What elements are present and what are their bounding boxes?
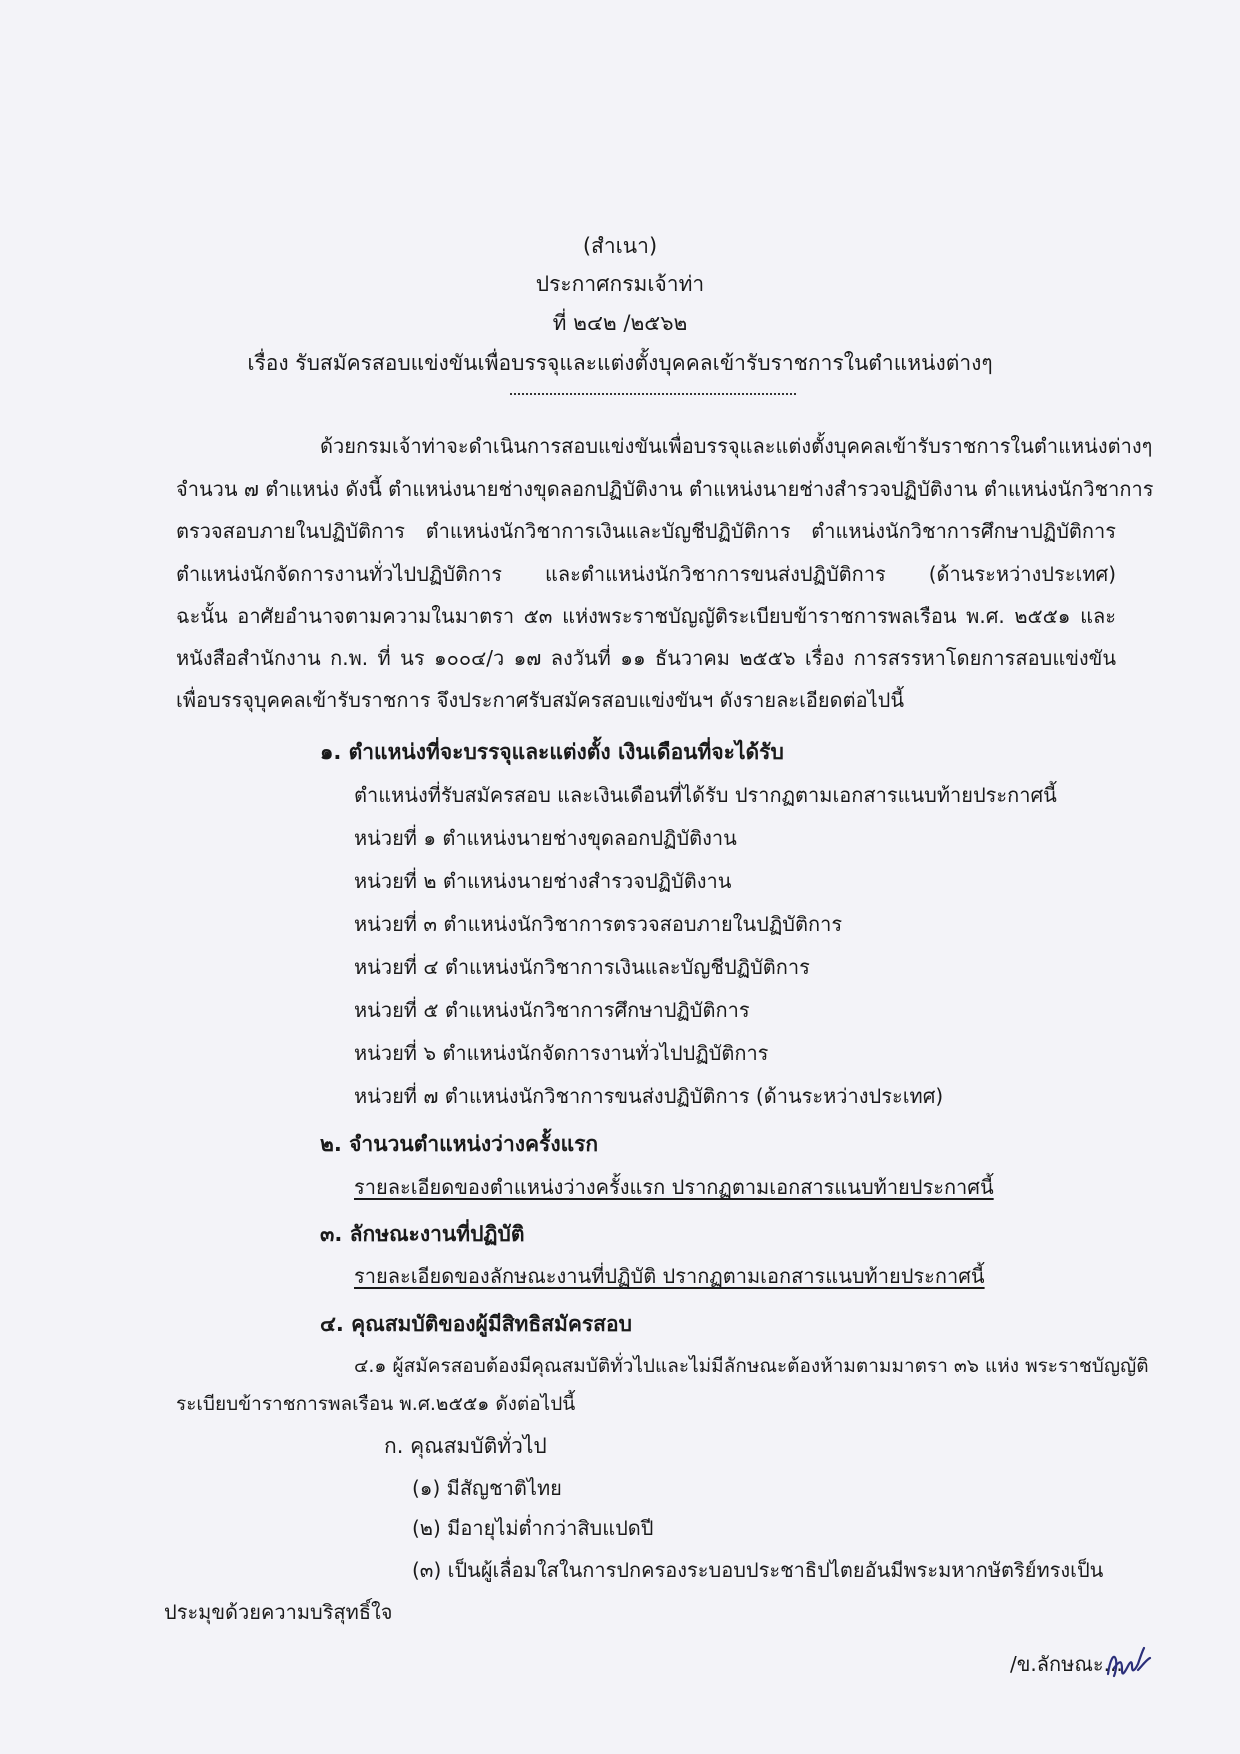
- qualification-item-1: (๑) มีสัญชาติไทย: [412, 1476, 562, 1500]
- announcement-number: ที่ ๒๔๒ /๒๕๖๒: [552, 311, 688, 335]
- intro-line-6: หนังสือสำนักงาน ก.พ. ที่ นร ๑๐๐๔/ว ๑๗ ลงวันที่ ๑๑ ธันวาคม ๒๕๕๖ เรื่อง การสรรหาโดยการสอบแข่งขัน: [176, 646, 1116, 670]
- unit-6: หน่วยที่ ๖ ตำแหน่งนักจัดการงานทั่วไปปฏิบัติการ: [354, 1041, 769, 1065]
- section-2-heading: ๒. จำนวนตำแหน่งว่างครั้งแรก: [320, 1132, 599, 1156]
- section-2-detail: รายละเอียดของตำแหน่งว่างครั้งแรก ปรากฏตามเอกสารแนบท้ายประกาศนี้: [354, 1175, 994, 1199]
- unit-3: หน่วยที่ ๓ ตำแหน่งนักวิชาการตรวจสอบภายในปฏิบัติการ: [354, 912, 843, 936]
- qualification-item-3-cont: ประมุขด้วยความบริสุทธิ์ใจ: [164, 1600, 393, 1624]
- qualification-item-2: (๒) มีอายุไม่ต่ำกว่าสิบแปดปี: [412, 1516, 654, 1540]
- section-4-heading: ๔. คุณสมบัติของผู้มีสิทธิสมัครสอบ: [320, 1312, 632, 1336]
- section-3-heading: ๓. ลักษณะงานที่ปฏิบัติ: [320, 1222, 525, 1246]
- copy-mark: (สำเนา): [582, 234, 658, 258]
- intro-line-7: เพื่อบรรจุบุคคลเข้ารับราชการ จึงประกาศรับสมัครสอบแข่งขันฯ ดังรายละเอียดต่อไปนี้: [176, 688, 905, 712]
- intro-line-4: ตำแหน่งนักจัดการงานทั่วไปปฏิบัติการ และตำแหน่งนักวิชาการขนส่งปฏิบัติการ (ด้านระหว่างประเทศ): [176, 562, 1116, 586]
- unit-4: หน่วยที่ ๔ ตำแหน่งนักวิชาการเงินและบัญชีปฏิบัติการ: [354, 955, 810, 979]
- announcement-title: ประกาศกรมเจ้าท่า: [535, 272, 705, 296]
- dotted-divider: [510, 393, 796, 395]
- section-4-para-line-2: ระเบียบข้าราชการพลเรือน พ.ศ.๒๕๕๑ ดังต่อไปนี้: [176, 1393, 576, 1415]
- section-1-heading: ๑. ตำแหน่งที่จะบรรจุและแต่งตั้ง เงินเดือนที่จะได้รับ: [320, 740, 784, 764]
- section-4-para-line-1: ๔.๑ ผู้สมัครสอบต้องมีคุณสมบัติทั่วไปและไม่มีลักษณะต้องห้ามตามมาตรา ๓๖ แห่ง พระราชบัญญัติ: [354, 1355, 1149, 1377]
- unit-1: หน่วยที่ ๑ ตำแหน่งนายช่างขุดลอกปฏิบัติงาน: [354, 826, 737, 850]
- qualification-item-3: (๓) เป็นผู้เลื่อมใสในการปกครองระบอบประชาธิปไตยอันมีพระมหากษัตริย์ทรงเป็น: [412, 1558, 1104, 1582]
- intro-line-5: ฉะนั้น อาศัยอำนาจตามความในมาตรา ๕๓ แห่งพระราชบัญญัติระเบียบข้าราชการพลเรือน พ.ศ. ๒๕๕๑ และ: [176, 604, 1116, 628]
- unit-2: หน่วยที่ ๒ ตำแหน่งนายช่างสำรวจปฏิบัติงาน: [354, 869, 732, 893]
- intro-line-3: ตรวจสอบภายในปฏิบัติการ ตำแหน่งนักวิชาการเงินและบัญชีปฏิบัติการ ตำแหน่งนักวิชาการศึกษาปฏิบัติการ: [176, 519, 1116, 543]
- handwritten-initials-signature: [1098, 1630, 1158, 1690]
- section-1-description: ตำแหน่งที่รับสมัครสอบ และเงินเดือนที่ได้รับ ปรากฏตามเอกสารแนบท้ายประกาศนี้: [354, 783, 1057, 807]
- section-3-detail: รายละเอียดของลักษณะงานที่ปฏิบัติ ปรากฏตามเอกสารแนบท้ายประกาศนี้: [354, 1264, 985, 1288]
- next-page-reference: /ข.ลักษณะ...: [1010, 1652, 1123, 1676]
- intro-line-1: ด้วยกรมเจ้าท่าจะดำเนินการสอบแข่งขันเพื่อบรรจุและแต่งตั้งบุคคลเข้ารับราชการในตำแหน่งต่างๆ: [320, 434, 1153, 458]
- unit-5: หน่วยที่ ๕ ตำแหน่งนักวิชาการศึกษาปฏิบัติการ: [354, 998, 750, 1022]
- announcement-subject: เรื่อง รับสมัครสอบแข่งขันเพื่อบรรจุและแต่งตั้งบุคคลเข้ารับราชการในตำแหน่งต่างๆ: [247, 351, 993, 375]
- intro-line-2: จำนวน ๗ ตำแหน่ง ดังนี้ ตำแหน่งนายช่างขุดลอกปฏิบัติงาน ตำแหน่งนายช่างสำรวจปฏิบัติงาน ตำแหน่งนักวิชาการ: [176, 477, 1154, 501]
- qualification-subheading: ก. คุณสมบัติทั่วไป: [384, 1434, 547, 1458]
- unit-7: หน่วยที่ ๗ ตำแหน่งนักวิชาการขนส่งปฏิบัติการ (ด้านระหว่างประเทศ): [354, 1084, 944, 1108]
